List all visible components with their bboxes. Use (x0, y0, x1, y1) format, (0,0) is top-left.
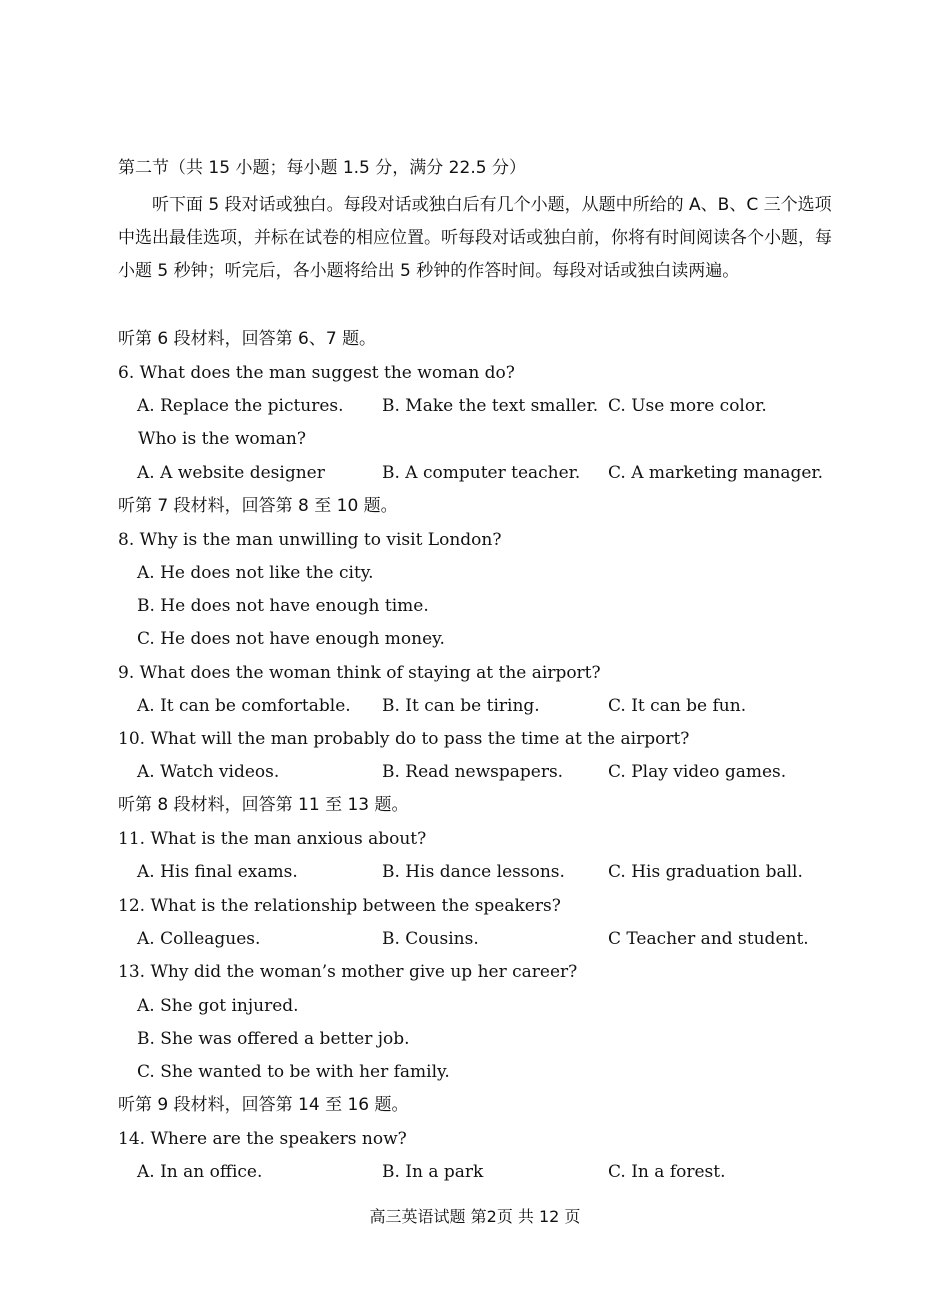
question-11-stem: 11. What is the man anxious about? (118, 829, 427, 849)
question-11-option-c: C. His graduation ball. (608, 862, 803, 882)
material-6-header: 听第 6 段材料，回答第 6、7 题。 (118, 329, 377, 349)
question-12-option-c: C Teacher and student. (608, 929, 809, 949)
material-9-header: 听第 9 段材料，回答第 14 至 16 题。 (118, 1095, 409, 1115)
question-7-option-c: C. A marketing manager. (608, 463, 824, 483)
question-12-option-a: A. Colleagues. (137, 929, 261, 949)
question-11-option-b: B. His dance lessons. (382, 862, 565, 882)
question-6-stem: 6. What does the man suggest the woman do? (118, 363, 515, 383)
question-6-option-b: B. Make the text smaller. (382, 396, 599, 416)
question-7-option-a: A. A website designer (137, 463, 325, 483)
question-8-option-b: B. He does not have enough time. (137, 596, 429, 616)
page-footer: 高三英语试题 第2页 共 12 页 (369, 1207, 581, 1226)
section-heading: 第二节（共 15 小题；每小题 1.5 分，满分 22.5 分） (118, 158, 526, 178)
question-14-option-c: C. In a forest. (608, 1162, 726, 1182)
question-8-stem: 8. Why is the man unwilling to visit London? (118, 530, 502, 550)
section-instructions: 听下面 5 段对话或独白。每段对话或独白后有几个小题，从题中所给的 A、B、C 三个选项中选出最佳选项，并标在试卷的相应位置。听每段对话或独白前，你将有时间阅读各个小题，每小题 5 秒钟；听完后，各小题将给出 5 秒钟的作答时间。每段对话或独白读两遍。 (118, 195, 832, 281)
question-8-option-c: C. He does not have enough money. (137, 629, 445, 649)
question-12-option-b: B. Cousins. (382, 929, 479, 949)
material-8-header: 听第 8 段材料，回答第 11 至 13 题。 (118, 795, 409, 815)
question-13-stem: 13. Why did the woman’s mother give up her career? (118, 962, 578, 982)
question-10-option-c: C. Play video games. (608, 762, 787, 782)
question-11-option-a: A. His final exams. (137, 862, 298, 882)
question-7-option-b: B. A computer teacher. (382, 463, 581, 483)
question-6-option-a: A. Replace the pictures. (137, 396, 344, 416)
material-7-header: 听第 7 段材料，回答第 8 至 10 题。 (118, 496, 398, 516)
question-14-stem: 14. Where are the speakers now? (118, 1129, 407, 1149)
question-10-option-a: A. Watch videos. (137, 762, 280, 782)
question-9-option-c: C. It can be fun. (608, 696, 747, 716)
question-6-option-c: C. Use more color. (608, 396, 767, 416)
question-10-stem: 10. What will the man probably do to pass the time at the airport? (118, 729, 690, 749)
question-13-option-a: A. She got injured. (137, 996, 299, 1016)
question-9-option-a: A. It can be comfortable. (137, 696, 351, 716)
question-7-stem: Who is the woman? (138, 429, 306, 449)
question-13-option-c: C. She wanted to be with her family. (137, 1062, 450, 1082)
question-9-option-b: B. It can be tiring. (382, 696, 540, 716)
question-9-stem: 9. What does the woman think of staying at the airport? (118, 663, 601, 683)
question-14-option-b: B. In a park (382, 1162, 484, 1182)
question-13-option-b: B. She was offered a better job. (137, 1029, 410, 1049)
question-10-option-b: B. Read newspapers. (382, 762, 564, 782)
question-12-stem: 12. What is the relationship between the speakers? (118, 896, 561, 916)
question-8-option-a: A. He does not like the city. (137, 563, 374, 583)
question-14-option-a: A. In an office. (137, 1162, 263, 1182)
